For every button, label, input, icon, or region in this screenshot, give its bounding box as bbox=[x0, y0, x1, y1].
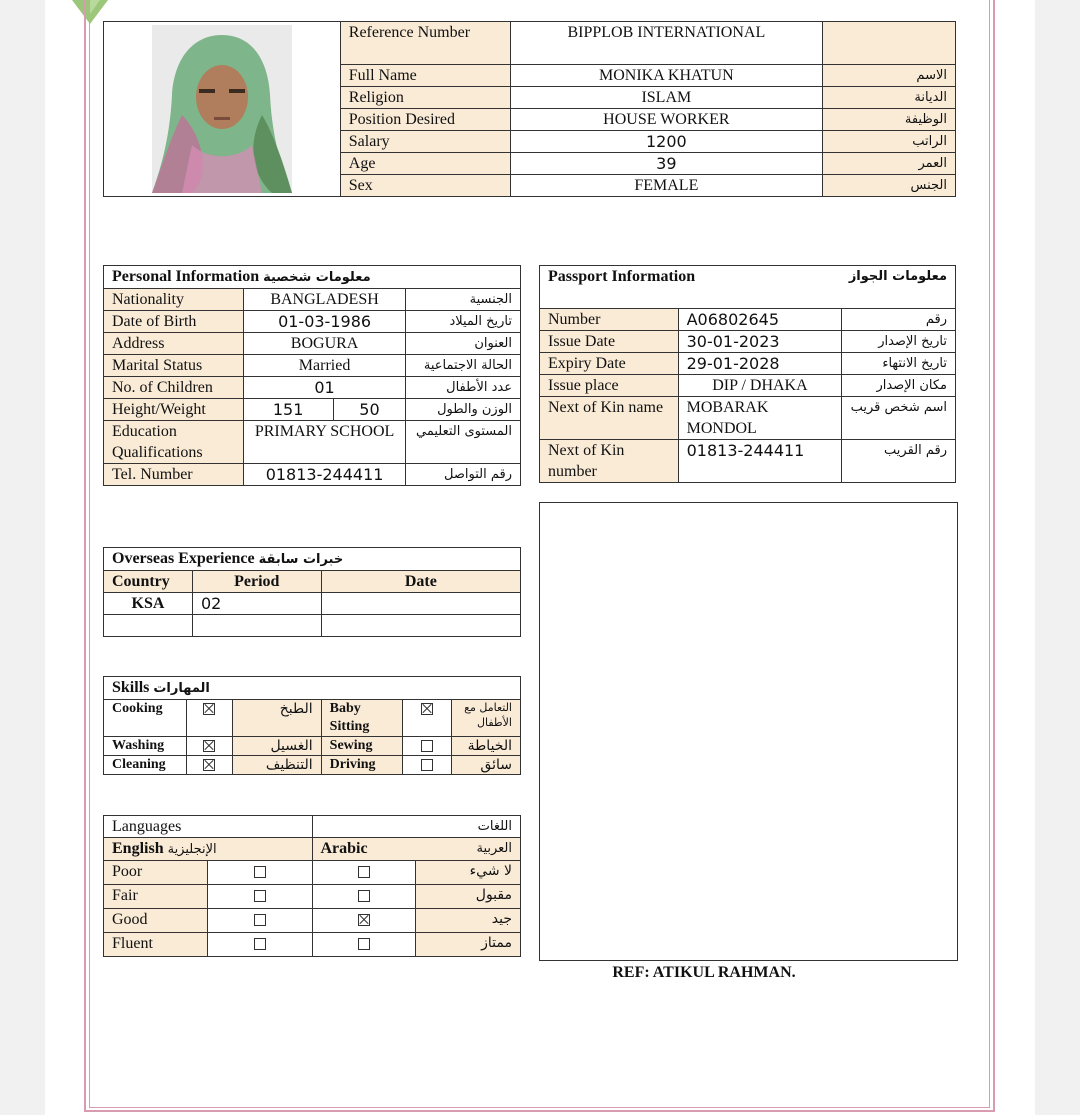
age-value: 39 bbox=[510, 153, 823, 175]
full-name-value: MONIKA KHATUN bbox=[510, 65, 823, 87]
skill-sewing-label: Sewing bbox=[321, 737, 403, 756]
children-value: 01 bbox=[243, 377, 406, 399]
arabic-good-checkbox[interactable] bbox=[358, 914, 370, 926]
religion-value: ISLAM bbox=[510, 87, 823, 109]
overseas-country: KSA bbox=[104, 593, 193, 615]
level-fair-ar: مقبول bbox=[416, 885, 521, 909]
address-value: BOGURA bbox=[243, 333, 406, 355]
language-english-ar: الإنجليزية bbox=[167, 842, 217, 857]
language-arabic-header bbox=[312, 838, 521, 861]
marital-value: Married bbox=[243, 355, 406, 377]
height-weight-ar: الوزن والطول bbox=[406, 399, 521, 421]
expiry-date-ar: تاريخ الانتهاء bbox=[842, 353, 956, 375]
english-fair-checkbox[interactable] bbox=[254, 890, 266, 902]
personal-title-ar: معلومات شخصية bbox=[263, 270, 371, 285]
address-label: Address bbox=[104, 333, 244, 355]
kin-name-ar: اسم شخص قريب bbox=[842, 397, 956, 440]
children-ar: عدد الأطفال bbox=[406, 377, 521, 399]
skill-babysitting-label: Baby Sitting bbox=[321, 700, 403, 737]
skills-title-en: Skills bbox=[112, 679, 150, 696]
marital-label: Marital Status bbox=[104, 355, 244, 377]
languages-title-en: Languages bbox=[104, 816, 313, 838]
issue-place-ar: مكان الإصدار bbox=[842, 375, 956, 397]
skill-babysitting-ar: التعامل مع الأطفال bbox=[452, 700, 521, 737]
level-good-label: Good bbox=[104, 909, 208, 933]
passport-title-ar: معلومات الجواز bbox=[848, 269, 947, 284]
sex-label: Sex bbox=[340, 175, 510, 197]
photo-cell bbox=[104, 22, 341, 197]
passport-number-label: Number bbox=[540, 309, 679, 331]
education-label: Education Qualifications bbox=[104, 421, 244, 464]
skill-sewing-ar: الخياطة bbox=[452, 737, 521, 756]
applicant-photo bbox=[152, 25, 292, 193]
skill-cooking-checkbox[interactable] bbox=[203, 703, 215, 715]
overseas-title-ar: خبرات سابقة bbox=[258, 552, 344, 567]
personal-info-title bbox=[104, 266, 521, 289]
expiry-date-value: 29-01-2028 bbox=[678, 353, 842, 375]
header-table bbox=[103, 21, 956, 197]
nationality-ar: الجنسية bbox=[406, 289, 521, 311]
weight-value: 50 bbox=[333, 399, 406, 421]
skill-cleaning-ar: التنظيف bbox=[232, 756, 321, 775]
skill-washing-checkbox[interactable] bbox=[203, 740, 215, 752]
height-weight-label: Height/Weight bbox=[104, 399, 244, 421]
salary-value: 1200 bbox=[510, 131, 823, 153]
overseas-title-en: Overseas Experience bbox=[112, 550, 255, 567]
address-ar: العنوان bbox=[406, 333, 521, 355]
level-good-ar: جيد bbox=[416, 909, 521, 933]
level-fluent-label: Fluent bbox=[104, 933, 208, 957]
kin-name-value: MOBARAK MONDOL bbox=[678, 397, 842, 440]
english-good-checkbox[interactable] bbox=[254, 914, 266, 926]
sex-ar: الجنس bbox=[823, 175, 956, 197]
height-value: 151 bbox=[243, 399, 333, 421]
age-label: Age bbox=[340, 153, 510, 175]
issue-date-value: 30-01-2023 bbox=[678, 331, 842, 353]
overseas-date bbox=[321, 593, 520, 615]
language-arabic-label: Arabic bbox=[320, 840, 368, 857]
kin-number-label: Next of Kin number bbox=[540, 440, 679, 483]
kin-number-value: 01813-244411 bbox=[678, 440, 842, 483]
skill-washing-label: Washing bbox=[104, 737, 187, 756]
position-label: Position Desired bbox=[340, 109, 510, 131]
languages-title-ar: اللغات bbox=[312, 816, 521, 838]
tel-ar: رقم التواصل bbox=[406, 464, 521, 486]
position-value: HOUSE WORKER bbox=[510, 109, 823, 131]
dob-label: Date of Birth bbox=[104, 311, 244, 333]
personal-title-en: Personal Information bbox=[112, 268, 260, 285]
skill-cleaning-label: Cleaning bbox=[104, 756, 187, 775]
level-fluent-ar: ممتاز bbox=[416, 933, 521, 957]
skills-table bbox=[103, 676, 521, 775]
religion-ar: الديانة bbox=[823, 87, 956, 109]
religion-label: Religion bbox=[340, 87, 510, 109]
kin-name-label: Next of Kin name bbox=[540, 397, 679, 440]
passport-info-title bbox=[540, 266, 956, 309]
passport-title-en: Passport Information bbox=[548, 268, 696, 285]
passport-info-table bbox=[539, 265, 956, 483]
skill-babysitting-checkbox[interactable] bbox=[421, 703, 433, 715]
footer-ref: REF: ATIKUL RAHMAN. bbox=[612, 964, 796, 981]
skill-driving-ar: سائق bbox=[452, 756, 521, 775]
children-label: No. of Children bbox=[104, 377, 244, 399]
english-fluent-checkbox[interactable] bbox=[254, 938, 266, 950]
language-english-label: English bbox=[112, 840, 164, 857]
skill-cleaning-checkbox[interactable] bbox=[203, 759, 215, 771]
overseas-period: 02 bbox=[192, 593, 321, 615]
education-value: PRIMARY SCHOOL bbox=[243, 421, 406, 464]
dob-ar: تاريخ الميلاد bbox=[406, 311, 521, 333]
salary-ar: الراتب bbox=[823, 131, 956, 153]
marital-ar: الحالة الاجتماعية bbox=[406, 355, 521, 377]
passport-number-value: A06802645 bbox=[678, 309, 842, 331]
issue-date-ar: تاريخ الإصدار bbox=[842, 331, 956, 353]
position-ar: الوظيفة bbox=[823, 109, 956, 131]
overseas-col-country: Country bbox=[104, 571, 193, 593]
overseas-empty-cell bbox=[104, 615, 193, 637]
overseas-title bbox=[104, 548, 521, 571]
full-name-label: Full Name bbox=[340, 65, 510, 87]
arabic-fluent-checkbox[interactable] bbox=[358, 938, 370, 950]
english-poor-checkbox[interactable] bbox=[254, 866, 266, 878]
reference-ar bbox=[823, 22, 956, 65]
kin-number-ar: رقم القريب bbox=[842, 440, 956, 483]
nationality-label: Nationality bbox=[104, 289, 244, 311]
skills-title bbox=[104, 677, 521, 700]
overseas-empty-cell bbox=[321, 615, 520, 637]
skill-sewing-checkbox[interactable] bbox=[421, 740, 433, 752]
full-photo-frame bbox=[539, 502, 958, 961]
tel-value: 01813-244411 bbox=[243, 464, 406, 486]
language-arabic-ar: العربية bbox=[476, 841, 512, 856]
level-fair-label: Fair bbox=[104, 885, 208, 909]
skill-cooking-label: Cooking bbox=[104, 700, 187, 737]
overseas-table bbox=[103, 547, 521, 637]
skill-driving-label: Driving bbox=[321, 756, 403, 775]
age-ar: العمر bbox=[823, 153, 956, 175]
passport-number-ar: رقم bbox=[842, 309, 956, 331]
overseas-col-date: Date bbox=[321, 571, 520, 593]
reference-label: Reference Number bbox=[340, 22, 510, 65]
arabic-fair-checkbox[interactable] bbox=[358, 890, 370, 902]
languages-table bbox=[103, 815, 521, 957]
issue-place-value: DIP / DHAKA bbox=[678, 375, 842, 397]
full-name-ar: الاسم bbox=[823, 65, 956, 87]
level-poor-label: Poor bbox=[104, 861, 208, 885]
skill-driving-checkbox[interactable] bbox=[421, 759, 433, 771]
nationality-value: BANGLADESH bbox=[243, 289, 406, 311]
education-ar: المستوى التعليمي bbox=[406, 421, 521, 464]
skill-cooking-ar: الطبخ bbox=[232, 700, 321, 737]
tel-label: Tel. Number bbox=[104, 464, 244, 486]
sex-value: FEMALE bbox=[510, 175, 823, 197]
issue-place-label: Issue place bbox=[540, 375, 679, 397]
overseas-col-period: Period bbox=[192, 571, 321, 593]
expiry-date-label: Expiry Date bbox=[540, 353, 679, 375]
overseas-empty-cell bbox=[192, 615, 321, 637]
skills-title-ar: المهارات bbox=[153, 681, 210, 696]
arabic-poor-checkbox[interactable] bbox=[358, 866, 370, 878]
language-english-header bbox=[104, 838, 313, 861]
personal-info-table bbox=[103, 265, 521, 486]
dob-value: 01-03-1986 bbox=[243, 311, 406, 333]
issue-date-label: Issue Date bbox=[540, 331, 679, 353]
reference-value: BIPPLOB INTERNATIONAL bbox=[510, 22, 823, 65]
skill-washing-ar: الغسيل bbox=[232, 737, 321, 756]
level-poor-ar: لا شيء bbox=[416, 861, 521, 885]
salary-label: Salary bbox=[340, 131, 510, 153]
